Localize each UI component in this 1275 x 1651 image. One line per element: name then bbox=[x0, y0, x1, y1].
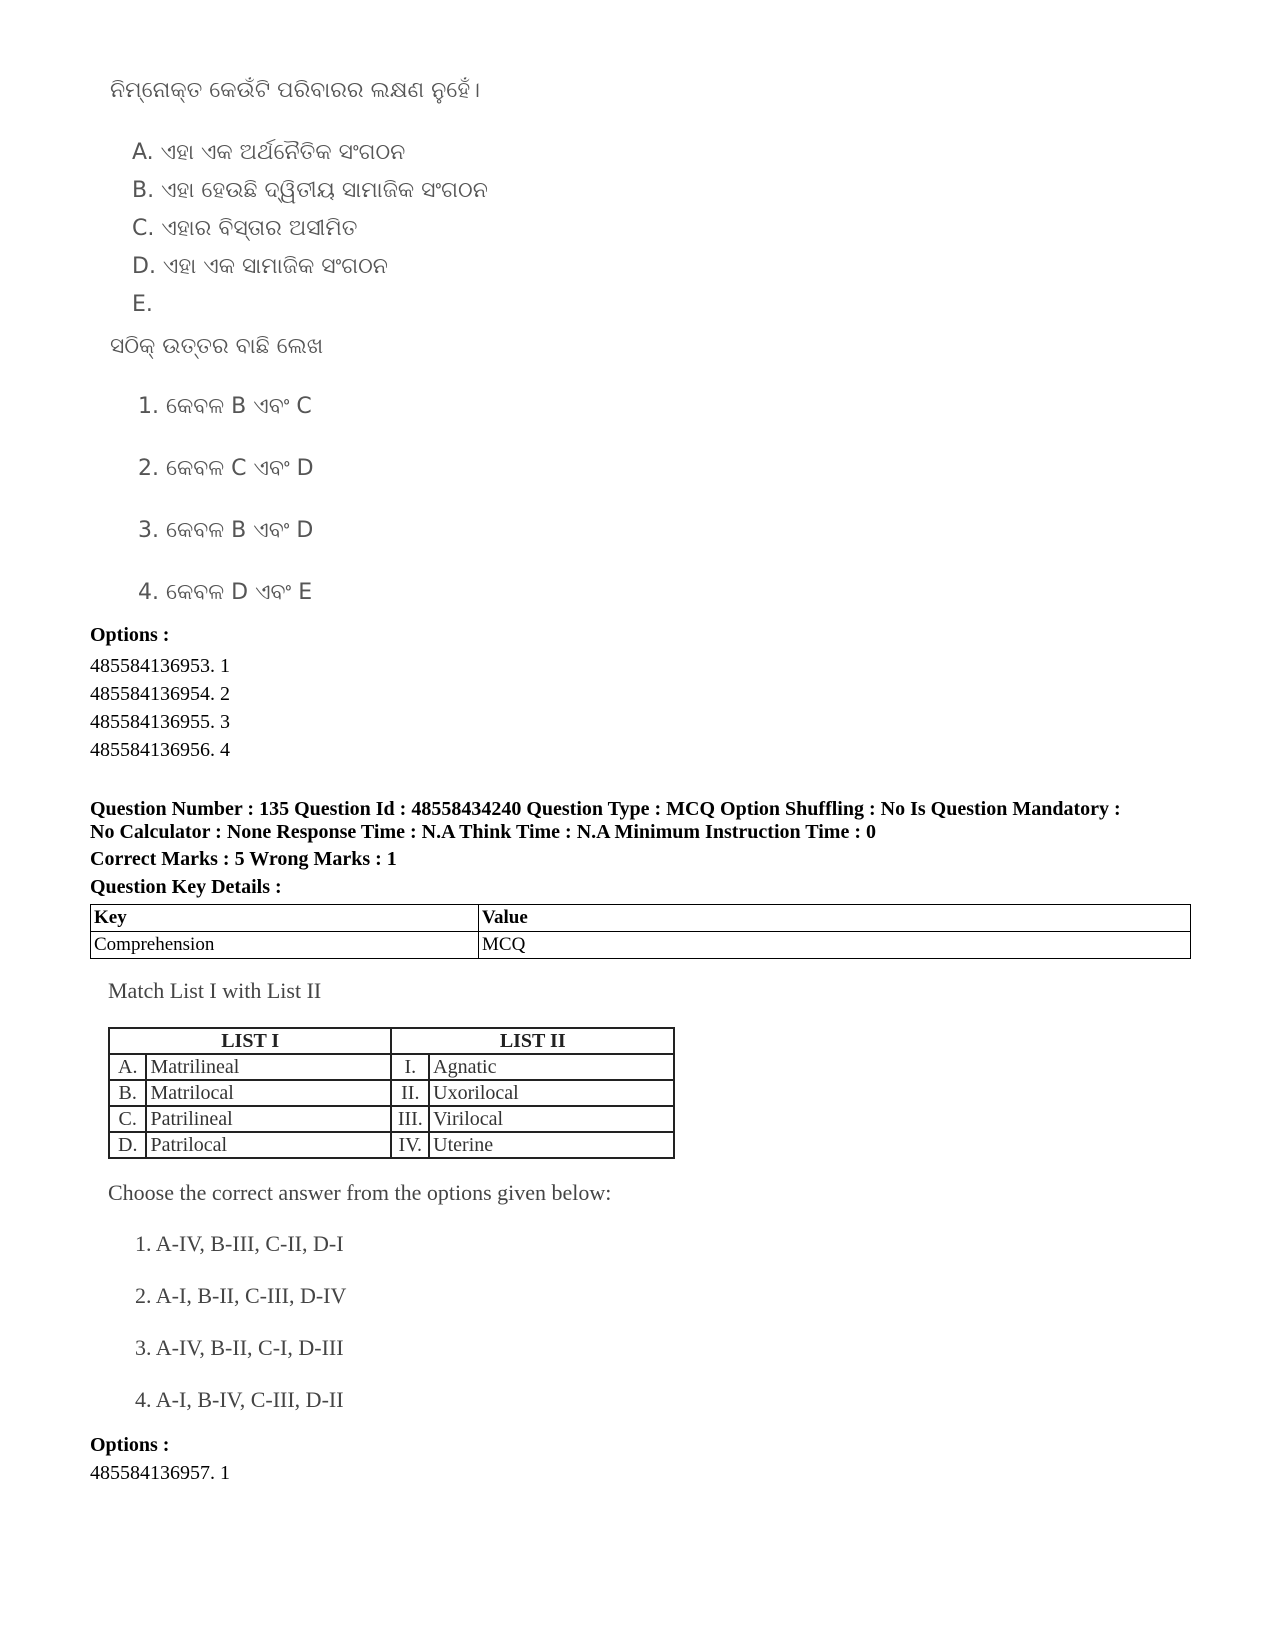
q1-options-label: Options : bbox=[90, 624, 170, 646]
q2-meta bbox=[90, 798, 1210, 844]
q2-choice-2: 2. A-I, B-II, C-III, D-IV bbox=[135, 1283, 347, 1308]
match-table-row bbox=[109, 1132, 674, 1158]
list-i-label: B. bbox=[109, 1080, 146, 1106]
q2-choice-4: 4. A-I, B-IV, C-III, D-II bbox=[135, 1387, 344, 1412]
list-ii-item: Uterine bbox=[429, 1132, 674, 1158]
q1-statement-b: B. ଏହା ହେଉଛି ଦ୍ୱିତୀୟ ସାମାଜିକ ସଂଗଠନ bbox=[132, 178, 488, 203]
q1-statement-c: C. ଏହାର ବିସ୍ତାର ଅସୀମିତ bbox=[132, 216, 358, 241]
q1-statement-a: A. ଏହା ଏକ ଅର୍ଥନୈତିକ ସଂଗଠନ bbox=[132, 140, 406, 165]
list-i-item: Patrilineal bbox=[146, 1106, 391, 1132]
q2-meta-line2: No Calculator : None Response Time : N.A Think Time : N.A Minimum Instruction Time : 0 bbox=[90, 821, 876, 843]
q1-instruction: ସଠିକ୍ ଉତ୍ତର ବାଛି ଲେଖ bbox=[110, 334, 324, 359]
list-i-item: Matrilocal bbox=[146, 1080, 391, 1106]
question-key-table bbox=[90, 904, 1191, 959]
list-i-header: LIST I bbox=[109, 1028, 391, 1054]
q2-instruction: Choose the correct answer from the options given below: bbox=[108, 1180, 612, 1205]
list-i-label: C. bbox=[109, 1106, 146, 1132]
key-header: Key bbox=[91, 905, 479, 932]
q2-choice-1: 1. A-IV, B-III, C-II, D-I bbox=[135, 1231, 344, 1256]
q1-choice-1: 1. କେବଳ B ଏବଂ C bbox=[138, 394, 312, 419]
q1-option-1: 485584136953. 1 bbox=[90, 655, 230, 677]
q1-choice-4: 4. କେବଳ D ଏବଂ E bbox=[138, 580, 313, 605]
q1-options-list bbox=[90, 652, 230, 764]
key-table-row bbox=[91, 932, 1191, 959]
match-table-header-row bbox=[109, 1028, 674, 1054]
match-table-row bbox=[109, 1054, 674, 1080]
q2-options-label: Options : bbox=[90, 1434, 170, 1456]
q2-intro: Match List I with List II bbox=[108, 978, 322, 1003]
list-ii-item: Uxorilocal bbox=[429, 1080, 674, 1106]
q2-key-details-label: Question Key Details : bbox=[90, 876, 282, 898]
q1-choice-2: 2. କେବଳ C ଏବଂ D bbox=[138, 456, 314, 481]
match-table-row bbox=[109, 1080, 674, 1106]
q1-statement-d: D. ଏହା ଏକ ସାମାଜିକ ସଂଗଠନ bbox=[132, 254, 388, 279]
q1-option-4: 485584136956. 4 bbox=[90, 739, 230, 761]
q1-option-2: 485584136954. 2 bbox=[90, 683, 230, 705]
list-ii-label: I. bbox=[391, 1054, 429, 1080]
list-ii-item: Virilocal bbox=[429, 1106, 674, 1132]
list-ii-item: Agnatic bbox=[429, 1054, 674, 1080]
q1-statement-e: E. bbox=[132, 292, 153, 317]
q2-marks: Correct Marks : 5 Wrong Marks : 1 bbox=[90, 848, 397, 870]
q1-statements bbox=[132, 134, 488, 324]
q2-option-1: 485584136957. 1 bbox=[90, 1462, 230, 1484]
q2-meta-line1: Question Number : 135 Question Id : 48558434240 Question Type : MCQ Option Shuffling : No Is Question Mandatory : bbox=[90, 798, 1121, 820]
key-cell: Comprehension bbox=[91, 932, 479, 959]
value-header: Value bbox=[479, 905, 1191, 932]
list-ii-header: LIST II bbox=[391, 1028, 674, 1054]
q1-option-3: 485584136955. 3 bbox=[90, 711, 230, 733]
q1-intro: ନିମ୍ନୋକ୍ତ କେଉଁଟି ପରିବାରର ଲକ୍ଷଣ ନୁହେଁ। bbox=[110, 78, 481, 103]
key-table-header-row bbox=[91, 905, 1191, 932]
list-i-label: A. bbox=[109, 1054, 146, 1080]
q1-choice-3: 3. କେବଳ B ଏବଂ D bbox=[138, 518, 314, 543]
list-i-item: Matrilineal bbox=[146, 1054, 391, 1080]
match-table-row bbox=[109, 1106, 674, 1132]
value-cell: MCQ bbox=[479, 932, 1191, 959]
list-ii-label: III. bbox=[391, 1106, 429, 1132]
list-ii-label: II. bbox=[391, 1080, 429, 1106]
match-list-table bbox=[108, 1027, 675, 1159]
q2-choice-3: 3. A-IV, B-II, C-I, D-III bbox=[135, 1335, 344, 1360]
list-i-label: D. bbox=[109, 1132, 146, 1158]
list-ii-label: IV. bbox=[391, 1132, 429, 1158]
list-i-item: Patrilocal bbox=[146, 1132, 391, 1158]
